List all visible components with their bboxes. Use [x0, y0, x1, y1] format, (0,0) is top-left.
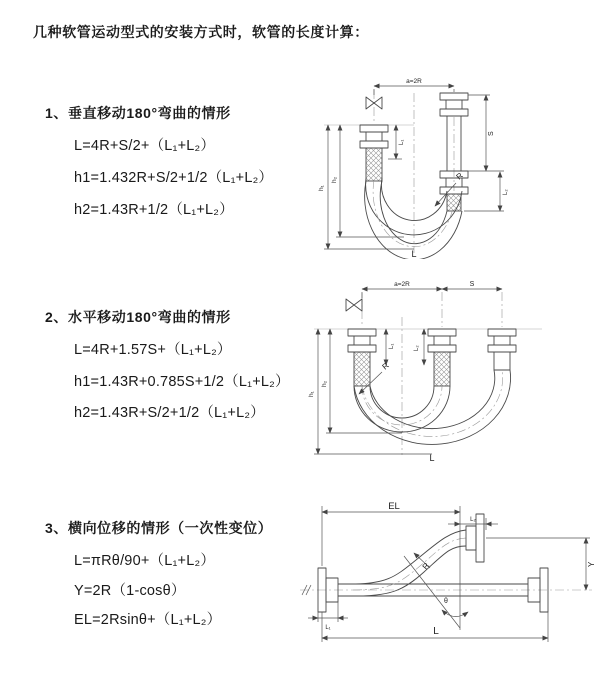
curved-hose-position [351, 530, 466, 596]
dim-label-l2: L₂ [503, 189, 509, 195]
dim-label-l1: L₁ [325, 625, 331, 631]
fitting-dimension-l1 [386, 329, 395, 365]
centerlines [314, 292, 542, 455]
fitting-dimension-l2 [414, 329, 424, 365]
fitting-dimension-l2 [464, 172, 509, 211]
section-2-heading: 2、水平移动180°弯曲的情形 [45, 309, 231, 325]
section-3-heading: 3、横向位移的情形（一次性变位） [45, 520, 273, 536]
dim-label-theta: θ [444, 598, 448, 605]
fitting-dimension-l2 [448, 517, 498, 530]
movement-dimension-s [468, 95, 504, 171]
diagram-vertical-180-bend [306, 73, 544, 259]
y-dimension [486, 538, 596, 590]
top-dimensions [362, 281, 502, 298]
dim-label-r: R [380, 360, 391, 372]
braided-hose-section [354, 352, 370, 386]
section-1-formula-L: L=4R+S/2+（L₁+L₂） [74, 138, 216, 154]
dim-label-h2: h₂ [331, 176, 338, 183]
right-riser [488, 329, 516, 370]
dim-label-l: L [433, 626, 439, 637]
section-3-formula-L: L=πRθ/90+（L₁+L₂） [74, 553, 216, 569]
fitting-dimension-l1 [388, 125, 405, 159]
section-3-formula-EL: EL=2Rsinθ+（L₁+L₂） [74, 612, 222, 628]
braided-hose-section [434, 352, 450, 386]
dim-label-h1: h₁ [318, 185, 325, 191]
middle-riser [428, 329, 456, 386]
dim-label-a2r: a=2R [406, 78, 422, 85]
dim-label-l2: L₂ [414, 345, 420, 351]
section-1-formula-h1: h1=1.432R+S/2+1/2（L₁+L₂） [74, 170, 274, 186]
section-2-formula-L: L=4R+1.57S+（L₁+L₂） [74, 342, 232, 358]
dim-label-s: S [469, 281, 475, 288]
braided-hose-section [366, 148, 382, 181]
hose-loop [365, 178, 462, 259]
dim-label-r: R [420, 561, 432, 572]
page-title: 几种软管运动型式的安装方式时，软管的长度计算： [33, 24, 369, 40]
dim-label-l: L [429, 453, 435, 463]
el-dimension [322, 501, 460, 630]
section-3-formula-Y: Y=2R（1-cosθ） [74, 583, 186, 599]
dim-label-s: S [488, 131, 495, 136]
section-2-formula-h1: h1=1.43R+0.785S+1/2（L₁+L₂） [74, 374, 290, 390]
section-2-formula-h2: h2=1.43R+S/2+1/2（L₁+L₂） [74, 405, 265, 421]
dim-label-a2r: a=2R [394, 281, 410, 288]
diagram-horizontal-180-bend [304, 277, 560, 463]
dim-label-l2: L₂ [470, 517, 476, 523]
diagram-lateral-displacement [296, 498, 598, 654]
dim-label-el: EL [388, 501, 400, 512]
left-riser [348, 329, 376, 386]
angle-construction [404, 556, 468, 628]
dim-label-l1: L₁ [399, 139, 405, 145]
dim-label-h1: h₁ [308, 391, 315, 397]
l-dimension [322, 612, 548, 642]
dim-label-r: R [454, 170, 465, 182]
fitting-dimension-l1 [308, 602, 348, 631]
section-1-formula-h2: h2=1.43R+1/2（L₁+L₂） [74, 202, 234, 218]
dim-label-h2: h₂ [321, 380, 328, 387]
top-dimension [374, 78, 454, 95]
section-1-heading: 1、垂直移动180°弯曲的情形 [45, 105, 231, 121]
dim-label-l: L [411, 249, 417, 259]
left-riser [360, 125, 388, 181]
dim-label-l1: L₁ [389, 343, 395, 349]
dim-label-y: Y [587, 561, 596, 567]
valve-icon [346, 299, 362, 311]
